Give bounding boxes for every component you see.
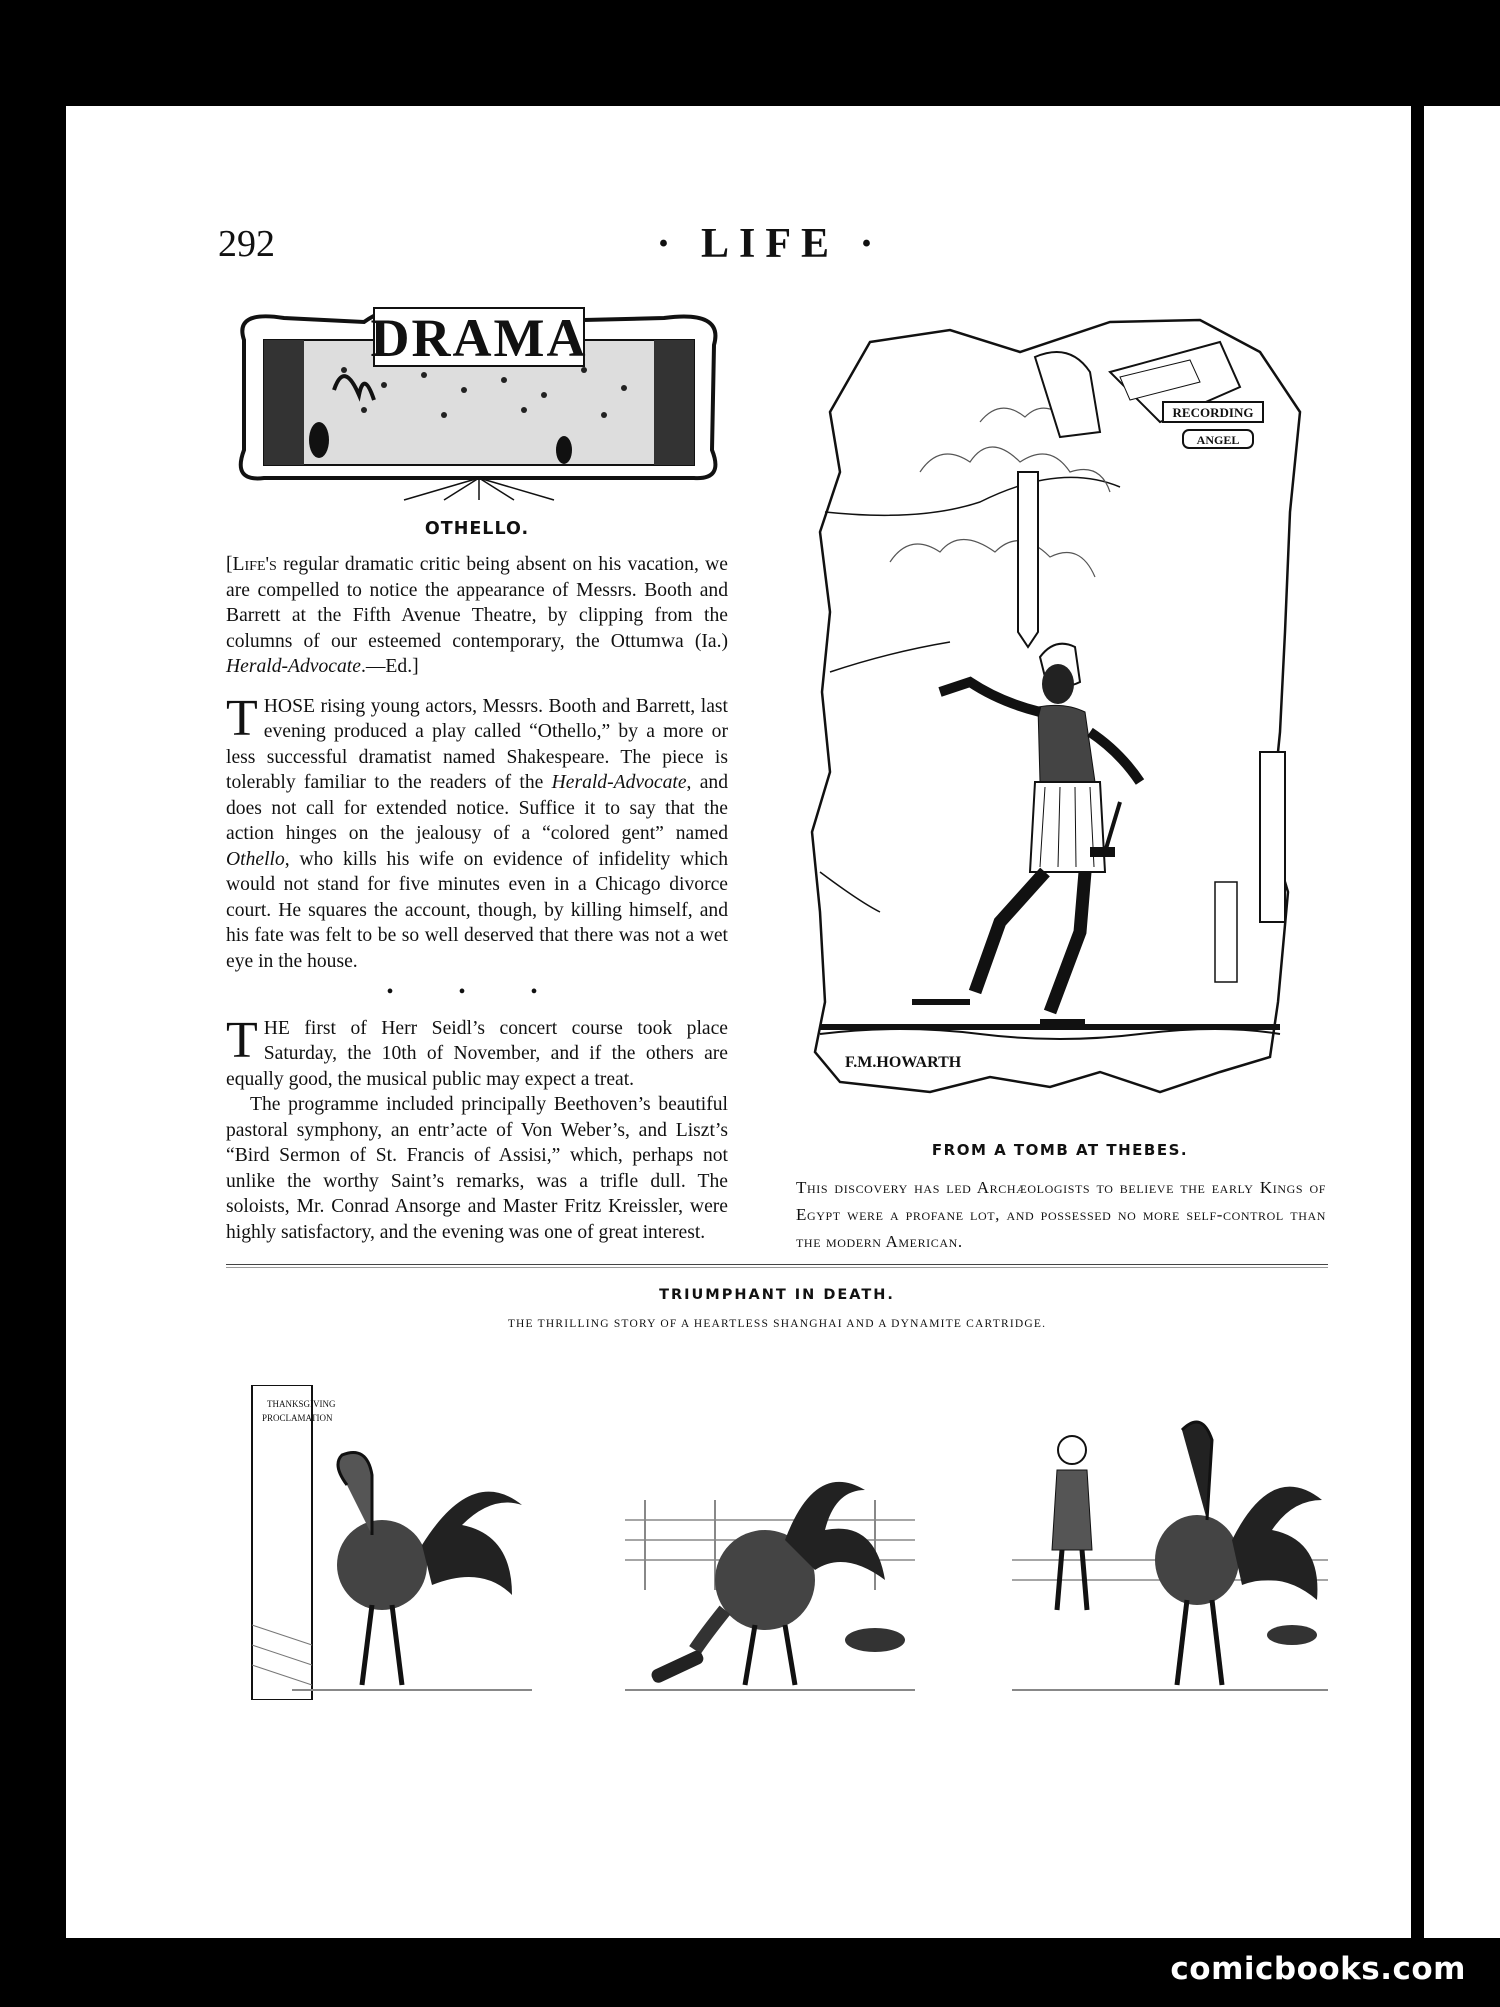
page-number: 292 [218, 223, 275, 265]
tomb-caption: This discovery has led Archæologists to believe the early Kings of Egypt were a profane lot, and possessed no more self-control than the modern American. [796, 1178, 1326, 1251]
review-paper: Herald-Advocate [551, 772, 687, 793]
review-text-c: , who kills his wife on evidence of infidelity which would not stand for five minutes even in a Chicago divorce court. He squares the account, though, by killing himself, and his fate was felt to be so well deserved that there was not a wet eye in the house. [226, 848, 728, 972]
drama-banner-title: DRAMA [370, 308, 588, 368]
review-text-b: , and does not call for extended notice. Suffice it to say that the action hinges on the jealousy of a “colored gent” named [226, 772, 728, 844]
review-othello-name: Othello [226, 848, 285, 870]
next-page-edge [1424, 106, 1500, 1938]
rooster-panel-1 [232, 1385, 532, 1700]
editor-note-lifes: Life's [232, 554, 277, 575]
proclamation-line-1: THANKSGIVING [267, 1399, 336, 1409]
editor-note-sign: .—Ed.] [360, 656, 419, 677]
masthead: · LIFE · [656, 221, 884, 267]
site-watermark: comicbooks.com [1170, 1951, 1466, 1987]
editor-note-bracket: [ [226, 554, 233, 575]
triumphant-heading: TRIUMPHANT IN DEATH. [659, 1287, 895, 1303]
review-text-a: HOSE rising young actors, Messrs. Booth and Barrett, last evening produced a play called “Othello,” by a more or less successful dramatist named Shakespeare. The piece is tolerably familiar to the readers of the [226, 695, 728, 793]
concert-paragraph [226, 1011, 728, 1093]
concert-text: HE first of Herr Seidl’s concert course took place Saturday, the 10th of November, and if the others are equally good, the musical public may expect a treat. [226, 1017, 728, 1090]
drama-banner-illustration [224, 300, 734, 505]
tomb-illustration [800, 312, 1320, 1102]
triumphant-subheading: THE THRILLING STORY OF A HEARTLESS SHANGHAI AND A DYNAMITE CARTRIDGE. [507, 1318, 1047, 1330]
editor-note [226, 552, 728, 680]
programme-paragraph: The programme included principally Beethoven’s beautiful pastoral symphony, an entr’acte of Von Weber’s, and Liszt’s “Bird Sermon of St. Francis of Assisi,” which, perhaps not unlike the worthy Saint’s remarks, was a trifle dull. The soloists, Mr. Conrad Ansorge and Master Fritz Kreissler, were highly satisfactory, and the evening was one of great interest. [226, 1094, 728, 1243]
section-divider [226, 1264, 1328, 1268]
tomb-heading: FROM A TOMB AT THEBES. [931, 1141, 1189, 1159]
proclamation-line-2: PROCLAMATION [262, 1413, 333, 1423]
othello-review-paragraph [226, 689, 728, 975]
editor-note-body: regular dramatic critic being absent on his vacation, we are compelled to notice the appearance of Messrs. Booth and Barrett at the Fifth Avenue Theatre, by clipping from the columns of our esteemed contemporary, the Ottumwa (Ia.) [226, 554, 728, 652]
drop-cap: T [226, 1011, 258, 1069]
drop-cap: T [226, 689, 258, 747]
rooster-panel-2 [625, 1440, 915, 1700]
editor-note-paper: Herald-Advocate [226, 656, 361, 677]
recording-label: RECORDING [1172, 405, 1254, 420]
artist-signature: F.M.HOWARTH [845, 1054, 962, 1071]
othello-column [226, 552, 728, 1245]
othello-heading: OTHELLO. [424, 519, 530, 539]
angel-label: ANGEL [1196, 433, 1240, 447]
rooster-panel-3 [1012, 1400, 1328, 1700]
section-separator: • • • [386, 981, 568, 1003]
